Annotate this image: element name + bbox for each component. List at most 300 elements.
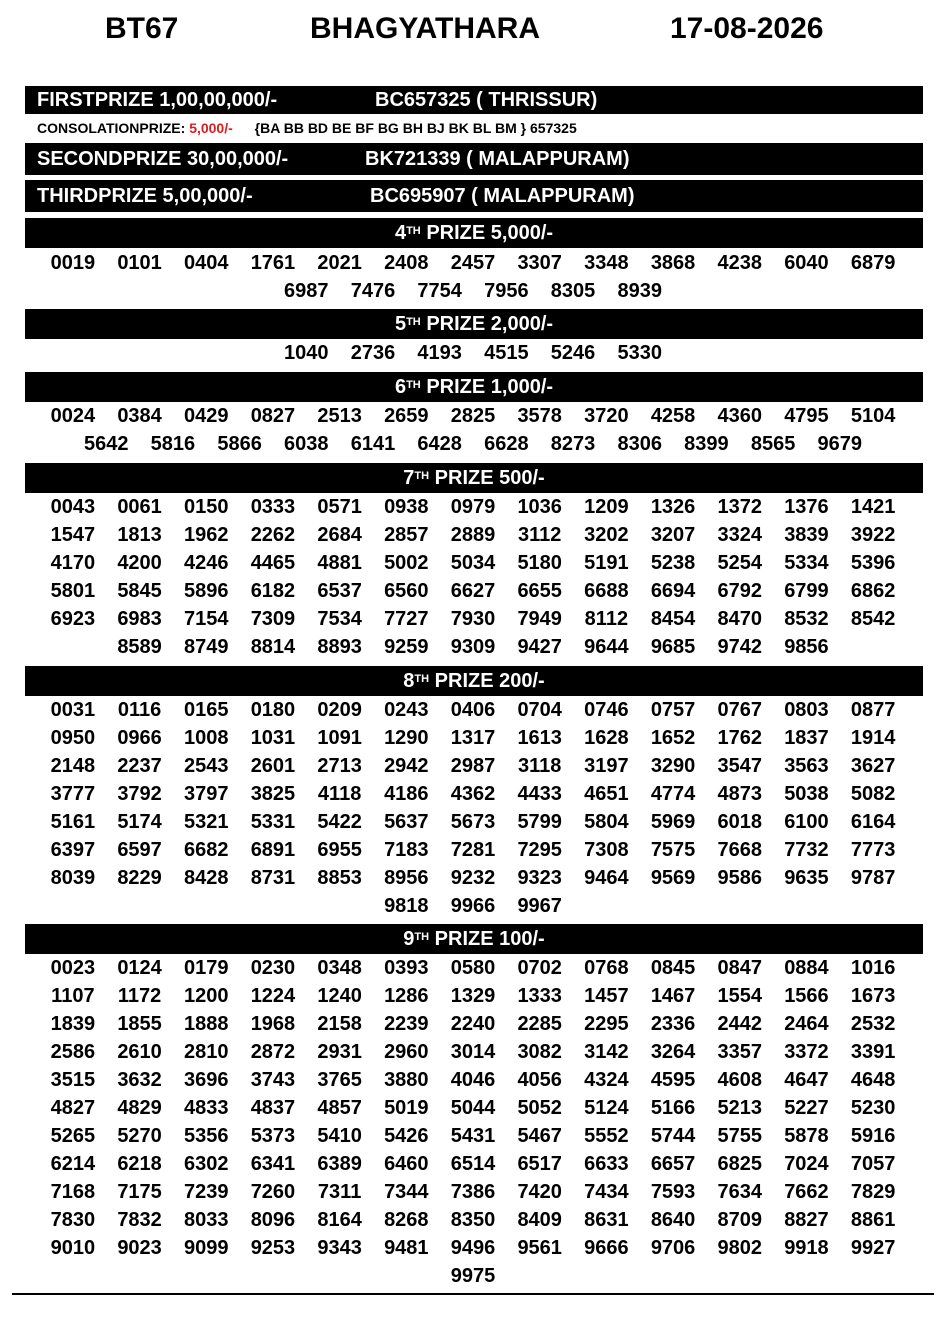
third-prize-number: BC695907 ( MALAPPURAM) <box>370 185 635 207</box>
prize-numbers-5 <box>30 339 916 367</box>
winning-number: 9323 <box>517 867 562 889</box>
consolation-prize <box>37 120 577 136</box>
winning-number: 3696 <box>184 1069 229 1091</box>
consolation-amount: 5,000/- <box>189 120 233 136</box>
winning-number: 6389 <box>317 1153 362 1175</box>
winning-number: 0209 <box>317 699 362 721</box>
winning-number: 5227 <box>784 1097 829 1119</box>
winning-number: 3014 <box>450 1041 496 1063</box>
winning-number: 0571 <box>317 496 362 518</box>
prize-ordinal-suffix: TH <box>414 673 430 685</box>
winning-number: 3880 <box>384 1069 429 1091</box>
winning-number: 5104 <box>850 405 896 427</box>
winning-number: 4873 <box>717 783 762 805</box>
winning-number: 3324 <box>717 524 762 546</box>
winning-number: 3348 <box>584 252 629 274</box>
winning-number: 1968 <box>250 1013 296 1035</box>
winning-number: 2442 <box>717 1013 762 1035</box>
winning-number: 2942 <box>384 755 429 777</box>
winning-number: 0704 <box>517 699 562 721</box>
winning-number: 2295 <box>584 1013 629 1035</box>
winning-number: 5431 <box>450 1125 496 1147</box>
winning-number: 1016 <box>850 957 896 979</box>
winning-number: 0950 <box>50 727 96 749</box>
winning-number: 8631 <box>584 1209 629 1231</box>
winning-number: 8532 <box>784 608 829 630</box>
winning-number: 6040 <box>784 252 829 274</box>
prize-ordinal-suffix: TH <box>406 379 421 391</box>
winning-number: 3082 <box>517 1041 562 1063</box>
winning-number: 5673 <box>450 811 496 833</box>
prize-amount-label: PRIZE 200/- <box>434 670 545 692</box>
winning-number: 7829 <box>850 1181 896 1203</box>
winning-number: 2889 <box>450 524 496 546</box>
winning-number: 1107 <box>51 985 95 1007</box>
draw-code: BT67 <box>105 12 179 45</box>
winning-number: 7386 <box>450 1181 496 1203</box>
winning-number: 5034 <box>450 552 496 574</box>
winning-number: 7830 <box>50 1209 96 1231</box>
winning-number: 1837 <box>784 727 829 749</box>
prize-ordinal: 6 <box>394 376 407 398</box>
winning-number: 7420 <box>517 1181 562 1203</box>
winning-number: 1290 <box>384 727 429 749</box>
winning-number: 7930 <box>450 608 496 630</box>
winning-number: 2684 <box>317 524 362 546</box>
winning-number: 4881 <box>317 552 362 574</box>
second-prize-number: BK721339 ( MALAPPURAM) <box>365 148 630 170</box>
winning-number: 7662 <box>784 1181 829 1203</box>
winning-number: 6460 <box>384 1153 429 1175</box>
prize-numbers-6 <box>30 402 916 458</box>
winning-number: 0348 <box>317 957 362 979</box>
winning-number: 4651 <box>584 783 629 805</box>
winning-number: 2457 <box>450 252 496 274</box>
winning-number: 5426 <box>384 1125 429 1147</box>
prize-title <box>395 218 553 248</box>
consolation-label: CONSOLATIONPRIZE: <box>37 120 186 136</box>
winning-number: 8268 <box>384 1209 429 1231</box>
winning-number: 1240 <box>317 985 362 1007</box>
prize-bar-8 <box>25 666 923 696</box>
winning-number: 4465 <box>250 552 296 574</box>
winning-number: 8731 <box>250 867 296 889</box>
first-prize-number: BC657325 ( THRISSUR) <box>375 89 598 111</box>
winning-number: 0580 <box>450 957 496 979</box>
winning-number: 4362 <box>450 783 496 805</box>
winning-number: 8399 <box>684 433 729 455</box>
winning-number: 3112 <box>517 524 562 546</box>
prize-amount-label: PRIZE 100/- <box>434 928 545 950</box>
third-prize-bar <box>25 180 923 212</box>
winning-number: 1761 <box>250 252 296 274</box>
winning-number: 1008 <box>184 727 229 749</box>
winning-number: 9561 <box>517 1237 562 1259</box>
winning-number: 7593 <box>650 1181 696 1203</box>
winning-number: 0767 <box>717 699 762 721</box>
winning-number: 1333 <box>517 985 562 1007</box>
winning-number: 9635 <box>784 867 829 889</box>
winning-number: 4360 <box>717 405 762 427</box>
winning-number: 7534 <box>317 608 362 630</box>
winning-number: 0180 <box>250 699 296 721</box>
winning-number: 3792 <box>117 783 162 805</box>
winning-number: 6341 <box>250 1153 296 1175</box>
winning-number: 3307 <box>517 252 562 274</box>
winning-number: 9818 <box>384 895 429 917</box>
winning-number: 5396 <box>850 552 896 574</box>
winning-number: 7434 <box>584 1181 629 1203</box>
winning-number: 0165 <box>184 699 229 721</box>
winning-number: 5331 <box>250 811 296 833</box>
winning-number: 3357 <box>717 1041 762 1063</box>
winning-number: 5082 <box>850 783 896 805</box>
winning-number: 7154 <box>184 608 229 630</box>
winning-number: 8542 <box>850 608 896 630</box>
winning-number: 3264 <box>650 1041 696 1063</box>
winning-number: 1457 <box>584 985 629 1007</box>
winning-number: 6597 <box>117 839 162 861</box>
winning-number: 9685 <box>650 636 696 658</box>
winning-number: 0023 <box>50 957 96 979</box>
winning-number: 0746 <box>584 699 629 721</box>
prize-bar-6 <box>25 372 923 402</box>
winning-number: 9010 <box>50 1237 96 1259</box>
winning-number: 1036 <box>517 496 562 518</box>
winning-number: 6694 <box>650 580 696 602</box>
winning-number: 6891 <box>250 839 296 861</box>
prize-numbers-4 <box>30 249 916 305</box>
winning-number: 4118 <box>317 783 362 805</box>
winning-number: 1286 <box>384 985 429 1007</box>
winning-number: 5799 <box>517 811 562 833</box>
prize-numbers-8 <box>30 696 916 920</box>
winning-number: 4433 <box>517 783 562 805</box>
winning-number: 9967 <box>517 895 562 917</box>
prize-ordinal: 8 <box>403 670 415 692</box>
winning-number: 0393 <box>384 957 429 979</box>
winning-number: 5878 <box>784 1125 829 1147</box>
winning-number: 3391 <box>850 1041 896 1063</box>
winning-number: 1091 <box>317 727 362 749</box>
bottom-divider <box>12 1293 934 1295</box>
winning-number: 2736 <box>350 342 396 364</box>
winning-number: 6682 <box>184 839 229 861</box>
winning-number: 7311 <box>317 1181 362 1203</box>
draw-date: 17-08-2026 <box>670 12 824 45</box>
winning-number: 5896 <box>184 580 229 602</box>
winning-number: 1554 <box>717 985 762 1007</box>
winning-number: 8709 <box>717 1209 762 1231</box>
winning-number: 5270 <box>117 1125 162 1147</box>
winning-number: 7344 <box>384 1181 429 1203</box>
winning-number: 9927 <box>850 1237 896 1259</box>
winning-number: 2810 <box>184 1041 229 1063</box>
winning-number: 6018 <box>717 811 762 833</box>
prize-bar-4 <box>25 218 923 248</box>
winning-number: 5019 <box>384 1097 429 1119</box>
winning-number: 1376 <box>784 496 829 518</box>
winning-number: 9856 <box>784 636 829 658</box>
winning-number: 9802 <box>717 1237 762 1259</box>
winning-number: 0031 <box>50 699 96 721</box>
winning-number: 0384 <box>117 405 162 427</box>
winning-number: 8112 <box>584 608 629 630</box>
winning-number: 5422 <box>317 811 362 833</box>
winning-number: 6825 <box>717 1153 762 1175</box>
winning-number: 5801 <box>50 580 96 602</box>
winning-number: 0101 <box>117 252 162 274</box>
winning-number: 2239 <box>384 1013 429 1035</box>
winning-number: 8939 <box>617 280 662 302</box>
winning-number: 0404 <box>184 252 229 274</box>
winning-number: 0116 <box>117 699 162 721</box>
winning-number: 4200 <box>117 552 162 574</box>
winning-number: 1962 <box>184 524 229 546</box>
winning-number: 2659 <box>384 405 429 427</box>
winning-number: 3765 <box>317 1069 362 1091</box>
winning-number: 3202 <box>584 524 629 546</box>
winning-number: 3563 <box>784 755 829 777</box>
winning-number: 5804 <box>584 811 629 833</box>
winning-number: 5969 <box>650 811 696 833</box>
winning-number: 3720 <box>584 405 629 427</box>
winning-number: 4827 <box>50 1097 96 1119</box>
winning-number: 1421 <box>850 496 896 518</box>
winning-number: 8470 <box>717 608 762 630</box>
winning-number: 0884 <box>784 957 829 979</box>
prize-title <box>403 463 544 493</box>
winning-number: 3290 <box>650 755 696 777</box>
winning-number: 5744 <box>650 1125 696 1147</box>
winning-number: 1209 <box>584 496 629 518</box>
winning-number: 2021 <box>317 252 362 274</box>
winning-number: 7308 <box>584 839 629 861</box>
winning-number: 1613 <box>517 727 562 749</box>
winning-number: 9099 <box>184 1237 229 1259</box>
winning-number: 8893 <box>317 636 362 658</box>
winning-number: 9586 <box>717 867 762 889</box>
winning-number: 6164 <box>850 811 896 833</box>
winning-number: 0406 <box>450 699 496 721</box>
winning-number: 3743 <box>250 1069 296 1091</box>
winning-number: 5213 <box>717 1097 762 1119</box>
winning-number: 2532 <box>850 1013 896 1035</box>
winning-number: 7832 <box>117 1209 162 1231</box>
winning-number: 6792 <box>717 580 762 602</box>
winning-number: 5866 <box>217 433 262 455</box>
winning-number: 7575 <box>650 839 696 861</box>
winning-number: 2601 <box>250 755 296 777</box>
winning-number: 2513 <box>317 405 362 427</box>
winning-number: 9259 <box>384 636 429 658</box>
winning-number: 7295 <box>517 839 562 861</box>
winning-number: 5330 <box>617 342 662 364</box>
winning-number: 8749 <box>184 636 229 658</box>
winning-number: 6537 <box>317 580 362 602</box>
winning-number: 0333 <box>250 496 296 518</box>
winning-number: 8273 <box>550 433 596 455</box>
first-prize-bar <box>25 86 923 114</box>
winning-number: 0024 <box>50 405 96 427</box>
winning-number: 1224 <box>250 985 296 1007</box>
winning-number: 6627 <box>450 580 496 602</box>
winning-number: 5845 <box>117 580 162 602</box>
winning-number: 6628 <box>484 433 529 455</box>
winning-number: 0938 <box>384 496 429 518</box>
winning-number: 9496 <box>450 1237 496 1259</box>
winning-number: 7168 <box>50 1181 96 1203</box>
winning-number: 6517 <box>517 1153 562 1175</box>
winning-number: 4829 <box>117 1097 162 1119</box>
winning-number: 4046 <box>450 1069 496 1091</box>
winning-number: 3632 <box>117 1069 162 1091</box>
winning-number: 4238 <box>717 252 762 274</box>
winning-number: 5044 <box>450 1097 496 1119</box>
winning-number: 8096 <box>250 1209 296 1231</box>
winning-number: 1628 <box>584 727 629 749</box>
winning-number: 0702 <box>517 957 562 979</box>
winning-number: 4837 <box>250 1097 296 1119</box>
winning-number: 0979 <box>450 496 496 518</box>
winning-number: 9787 <box>850 867 896 889</box>
winning-number: 6923 <box>50 608 96 630</box>
winning-number: 2987 <box>450 755 496 777</box>
winning-number: 3797 <box>184 783 229 805</box>
winning-number: 8814 <box>250 636 296 658</box>
winning-number: 3118 <box>517 755 562 777</box>
winning-number: 5166 <box>650 1097 696 1119</box>
winning-number: 7668 <box>717 839 762 861</box>
winning-number: 4246 <box>184 552 229 574</box>
winning-number: 1040 <box>284 342 329 364</box>
winning-number: 1762 <box>717 727 762 749</box>
winning-number: 6218 <box>117 1153 162 1175</box>
winning-number: 2464 <box>784 1013 829 1035</box>
winning-number: 5161 <box>50 811 96 833</box>
winning-number: 3515 <box>50 1069 96 1091</box>
winning-number: 8306 <box>617 433 662 455</box>
winning-number: 8229 <box>117 867 162 889</box>
winning-number: 5637 <box>384 811 429 833</box>
winning-number: 9481 <box>384 1237 429 1259</box>
winning-number: 6038 <box>284 433 329 455</box>
winning-number: 4795 <box>784 405 829 427</box>
winning-number: 5916 <box>850 1125 896 1147</box>
winning-number: 4324 <box>584 1069 629 1091</box>
winning-number: 8454 <box>650 608 696 630</box>
winning-number: 3207 <box>650 524 696 546</box>
winning-number: 9427 <box>517 636 562 658</box>
prize-title <box>395 309 553 339</box>
winning-number: 6514 <box>450 1153 496 1175</box>
winning-number: 4258 <box>650 405 696 427</box>
winning-number: 9666 <box>584 1237 629 1259</box>
winning-number: 2262 <box>250 524 296 546</box>
winning-number: 6983 <box>117 608 162 630</box>
winning-number: 5265 <box>50 1125 96 1147</box>
second-prize-label: SECONDPRIZE 30,00,000/- <box>37 148 289 170</box>
winning-number: 1372 <box>717 496 762 518</box>
winning-number: 8164 <box>317 1209 362 1231</box>
winning-number: 2237 <box>117 755 162 777</box>
winning-number: 5410 <box>317 1125 362 1147</box>
winning-number: 1467 <box>650 985 696 1007</box>
winning-number: 5642 <box>83 433 129 455</box>
winning-number: 7732 <box>784 839 829 861</box>
winning-number: 5180 <box>517 552 562 574</box>
winning-number: 6100 <box>784 811 829 833</box>
winning-number: 8861 <box>850 1209 896 1231</box>
winning-number: 3578 <box>517 405 562 427</box>
winning-number: 5552 <box>584 1125 629 1147</box>
winning-number: 5230 <box>850 1097 896 1119</box>
winning-number: 0019 <box>50 252 96 274</box>
winning-number: 6182 <box>250 580 296 602</box>
winning-number: 2610 <box>117 1041 162 1063</box>
prize-amount-label: PRIZE 500/- <box>434 467 545 489</box>
winning-number: 7956 <box>484 280 529 302</box>
winning-number: 0803 <box>784 699 829 721</box>
winning-number: 5816 <box>150 433 196 455</box>
winning-number: 8305 <box>550 280 596 302</box>
winning-number: 5052 <box>517 1097 562 1119</box>
winning-number: 4056 <box>517 1069 562 1091</box>
winning-number: 2931 <box>317 1041 362 1063</box>
winning-number: 7476 <box>350 280 396 302</box>
winning-number: 2543 <box>184 755 229 777</box>
winning-number: 2240 <box>450 1013 496 1035</box>
prize-amount-label: PRIZE 2,000/- <box>426 313 554 335</box>
winning-number: 2148 <box>50 755 96 777</box>
winning-number: 4647 <box>784 1069 829 1091</box>
winning-number: 4774 <box>650 783 696 805</box>
winning-number: 1031 <box>250 727 296 749</box>
winning-number: 1326 <box>650 496 696 518</box>
winning-number: 2408 <box>384 252 429 274</box>
winning-number: 2336 <box>650 1013 696 1035</box>
winning-number: 5373 <box>250 1125 296 1147</box>
winning-number: 7773 <box>850 839 896 861</box>
winning-number: 9569 <box>650 867 696 889</box>
prize-title <box>403 924 544 954</box>
winning-number: 4833 <box>184 1097 229 1119</box>
winning-number: 5467 <box>517 1125 562 1147</box>
winning-number: 7754 <box>417 280 462 302</box>
winning-number: 6560 <box>384 580 429 602</box>
winning-number: 6657 <box>650 1153 696 1175</box>
winning-number: 9464 <box>584 867 629 889</box>
winning-number: 5238 <box>650 552 696 574</box>
winning-number: 7175 <box>117 1181 162 1203</box>
winning-number: 9706 <box>650 1237 696 1259</box>
winning-number: 6397 <box>50 839 96 861</box>
winning-number: 3627 <box>850 755 896 777</box>
winning-number: 2825 <box>450 405 496 427</box>
winning-number: 6955 <box>317 839 362 861</box>
winning-number: 9023 <box>117 1237 162 1259</box>
winning-number: 3777 <box>50 783 96 805</box>
winning-number: 0757 <box>650 699 696 721</box>
prize-bar-9 <box>25 924 923 954</box>
winning-number: 3922 <box>850 524 896 546</box>
winning-number: 5356 <box>184 1125 229 1147</box>
winning-number: 6428 <box>417 433 462 455</box>
winning-number: 2872 <box>250 1041 296 1063</box>
prize-numbers-7 <box>30 493 916 661</box>
winning-number: 5755 <box>717 1125 762 1147</box>
winning-number: 6879 <box>850 252 896 274</box>
